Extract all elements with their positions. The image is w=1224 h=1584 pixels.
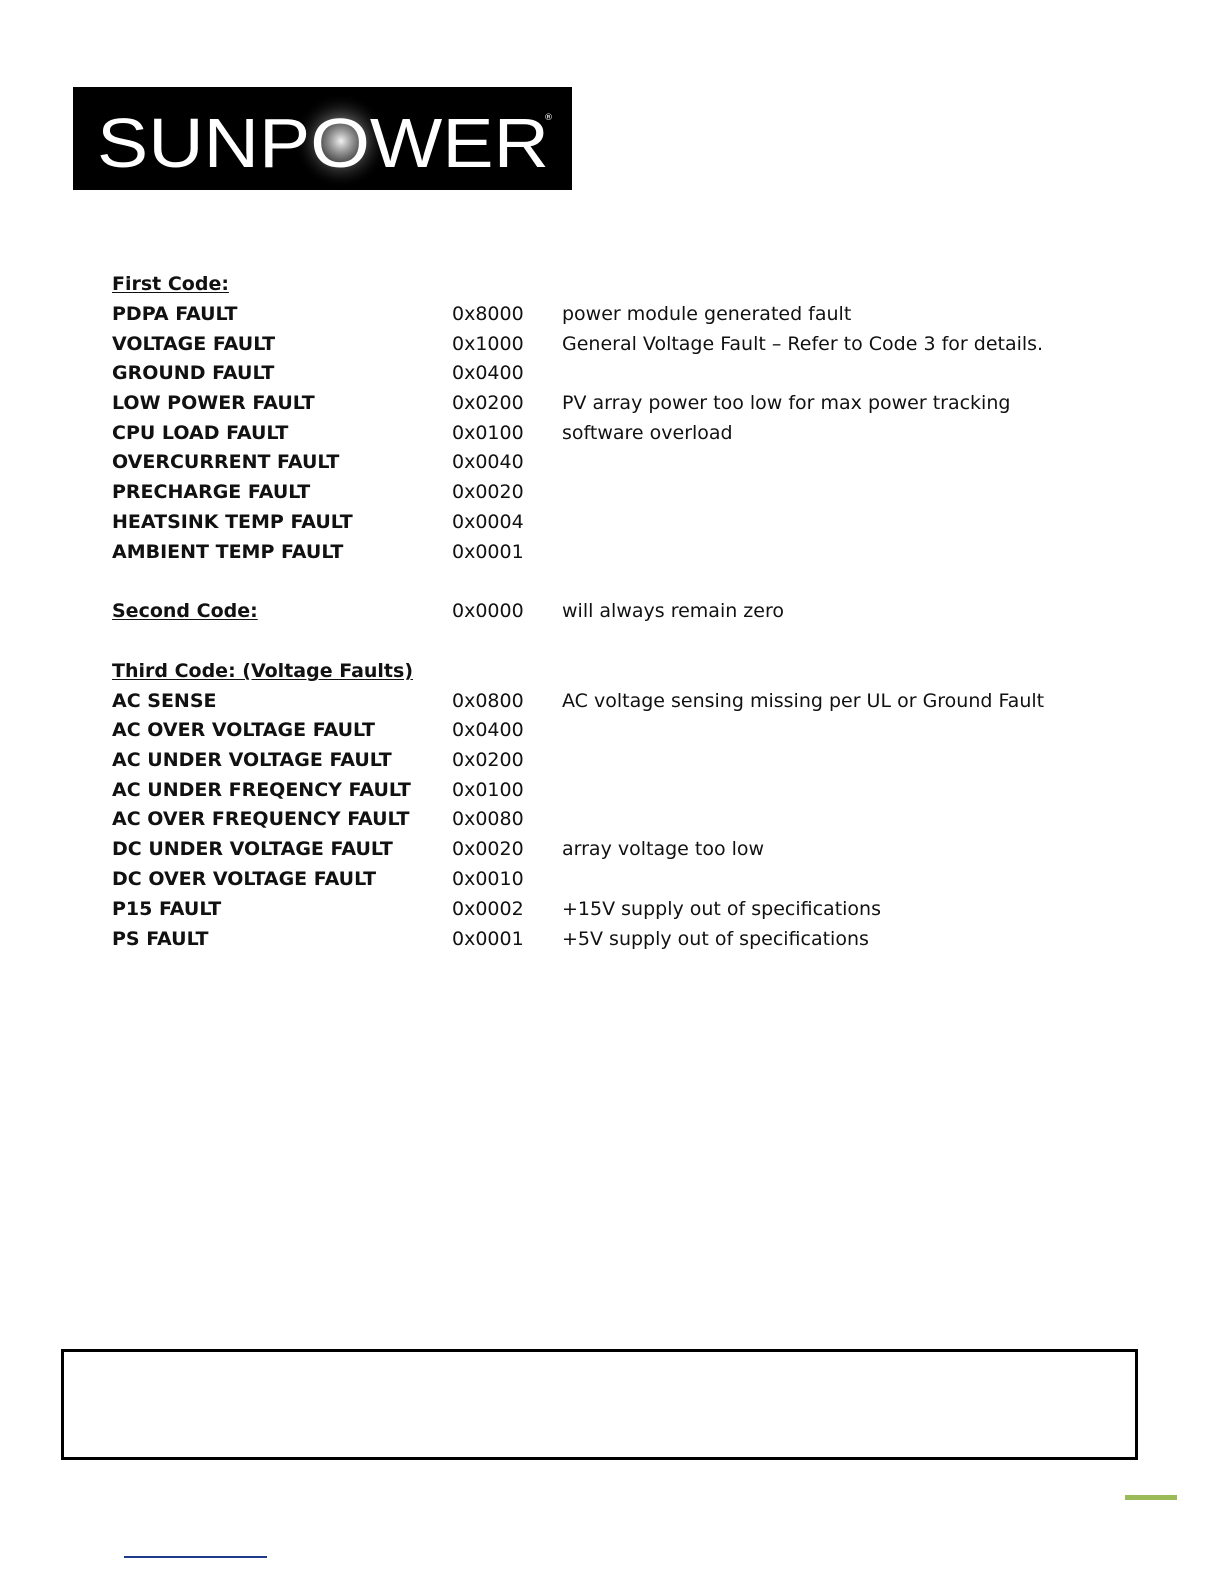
fault-name: AC OVER FREQUENCY FAULT [112, 808, 410, 830]
logo-graphic [73, 87, 572, 190]
table-row [0, 511, 1224, 541]
fault-code: 0x0040 [452, 451, 524, 473]
notice-box [61, 1349, 1138, 1460]
table-row [0, 303, 1224, 333]
second-code-row [0, 600, 1224, 630]
fault-name: AC UNDER VOLTAGE FAULT [112, 749, 392, 771]
table-row [0, 719, 1224, 749]
fault-code: 0x0200 [452, 749, 524, 771]
fault-name: AC SENSE [112, 690, 217, 712]
fault-description: will always remain zero [562, 600, 784, 622]
table-row [0, 362, 1224, 392]
logo-registered-mark: ® [544, 113, 553, 123]
fault-name: HEATSINK TEMP FAULT [112, 511, 353, 533]
table-row [0, 690, 1224, 720]
table-row [0, 928, 1224, 958]
fault-code: 0x0001 [452, 928, 524, 950]
fault-description: AC voltage sensing missing per UL or Ground Fault [562, 690, 1045, 712]
accent-bar [1125, 1495, 1177, 1500]
fault-description: +15V supply out of specifications [562, 898, 881, 920]
table-row [0, 333, 1224, 363]
table-row [0, 422, 1224, 452]
logo-wordmark: SUNPOWER [97, 104, 549, 182]
fault-name: AC OVER VOLTAGE FAULT [112, 719, 375, 741]
fault-name: CPU LOAD FAULT [112, 422, 289, 444]
sunpower-logo [73, 87, 572, 190]
fault-name: GROUND FAULT [112, 362, 275, 384]
fault-description: software overload [562, 422, 733, 444]
table-row [0, 898, 1224, 928]
table-row [0, 481, 1224, 511]
fault-description: power module generated fault [562, 303, 852, 325]
fault-code: 0x0000 [452, 600, 524, 622]
table-row [0, 451, 1224, 481]
table-row [0, 779, 1224, 809]
fault-name: DC OVER VOLTAGE FAULT [112, 868, 377, 890]
fault-name: P15 FAULT [112, 898, 222, 920]
fault-name: PDPA FAULT [112, 303, 238, 325]
third-code-heading: Third Code: (Voltage Faults) [112, 660, 414, 682]
second-code-heading: Second Code: [112, 600, 258, 622]
fault-name: OVERCURRENT FAULT [112, 451, 340, 473]
fault-description: General Voltage Fault – Refer to Code 3 for details. [562, 333, 1044, 355]
fault-code: 0x0100 [452, 422, 524, 444]
table-row [0, 749, 1224, 779]
fault-code: 0x0004 [452, 511, 524, 533]
fault-code: 0x0400 [452, 362, 524, 384]
fault-code: 0x0080 [452, 808, 524, 830]
fault-description: +5V supply out of specifications [562, 928, 869, 950]
table-row [0, 392, 1224, 422]
first-code-heading: First Code: [112, 273, 229, 295]
fault-name: LOW POWER FAULT [112, 392, 315, 414]
fault-code: 0x0002 [452, 898, 524, 920]
table-row [0, 838, 1224, 868]
fault-code: 0x8000 [452, 303, 524, 325]
fault-code: 0x0400 [452, 719, 524, 741]
table-row [0, 541, 1224, 571]
fault-code: 0x1000 [452, 333, 524, 355]
fault-code: 0x0001 [452, 541, 524, 563]
fault-name: PRECHARGE FAULT [112, 481, 311, 503]
fault-code: 0x0200 [452, 392, 524, 414]
fault-name: AC UNDER FREQENCY FAULT [112, 779, 411, 801]
fault-description: array voltage too low [562, 838, 765, 860]
table-row [0, 808, 1224, 838]
footer-divider [124, 1556, 267, 1558]
fault-code: 0x0100 [452, 779, 524, 801]
fault-code: 0x0020 [452, 481, 524, 503]
table-row [0, 868, 1224, 898]
fault-code: 0x0800 [452, 690, 524, 712]
fault-code: 0x0010 [452, 868, 524, 890]
fault-name: AMBIENT TEMP FAULT [112, 541, 344, 563]
fault-description: PV array power too low for max power tracking [562, 392, 1011, 414]
fault-name: VOLTAGE FAULT [112, 333, 276, 355]
fault-name: PS FAULT [112, 928, 209, 950]
fault-code: 0x0020 [452, 838, 524, 860]
fault-name: DC UNDER VOLTAGE FAULT [112, 838, 393, 860]
